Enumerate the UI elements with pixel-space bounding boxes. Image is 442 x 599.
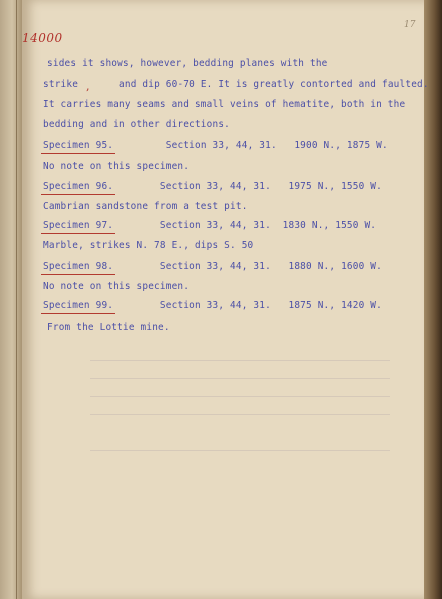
text-line: From the Lottie mine.: [47, 322, 170, 333]
text-line: No note on this specimen.: [43, 281, 190, 292]
bleed-through-line: [90, 396, 390, 397]
specimen-location: Section 33, 44, 31. 1875 N., 1420 W.: [159, 300, 382, 311]
specimen-entry: [43, 261, 382, 272]
specimen-label: Specimen 99.: [43, 300, 114, 311]
text-line: Cambrian sandstone from a test pit.: [43, 201, 248, 212]
text-line: sides it shows, however, bedding planes with the: [47, 58, 328, 69]
text-line: bedding and in other directions.: [43, 119, 231, 130]
page-number: 17: [404, 20, 416, 30]
bleed-through-line: [90, 360, 390, 361]
text-line: No note on this specimen.: [43, 161, 190, 172]
book-binding: [0, 0, 22, 599]
specimen-label: Specimen 98.: [43, 261, 114, 272]
red-ink-mark: ,: [86, 80, 90, 93]
specimen-entry: [43, 181, 382, 192]
specimen-location: Section 33, 44, 31. 1830 N., 1550 W.: [159, 220, 377, 231]
strike-word: strike: [43, 79, 79, 90]
bleed-through-line: [90, 414, 390, 415]
specimen-entry: [43, 300, 382, 311]
specimen-location: Section 33, 44, 31. 1900 N., 1875 W.: [165, 140, 388, 151]
bleed-through-line: [90, 378, 390, 379]
text-line: Marble, strikes N. 78 E., dips S. 50: [43, 240, 254, 251]
text-line-dip: and dip 60-70 E. It is greatly contorted and faulted.: [119, 79, 429, 90]
specimen-entry: [43, 220, 376, 231]
text-line: It carries many seams and small veins of hematite, both in the: [43, 99, 406, 110]
corner-handwritten-note: 14000: [22, 31, 63, 45]
specimen-location: Section 33, 44, 31. 1880 N., 1600 W.: [159, 261, 382, 272]
binding-edge: [16, 0, 17, 599]
text-line-strike: [43, 79, 429, 90]
specimen-label: Specimen 95.: [43, 140, 114, 151]
specimen-label: Specimen 96.: [43, 181, 114, 192]
specimen-label: Specimen 97.: [43, 220, 114, 231]
bleed-through-line: [90, 450, 390, 451]
specimen-entry: [43, 140, 388, 151]
specimen-location: Section 33, 44, 31. 1975 N., 1550 W.: [159, 181, 382, 192]
